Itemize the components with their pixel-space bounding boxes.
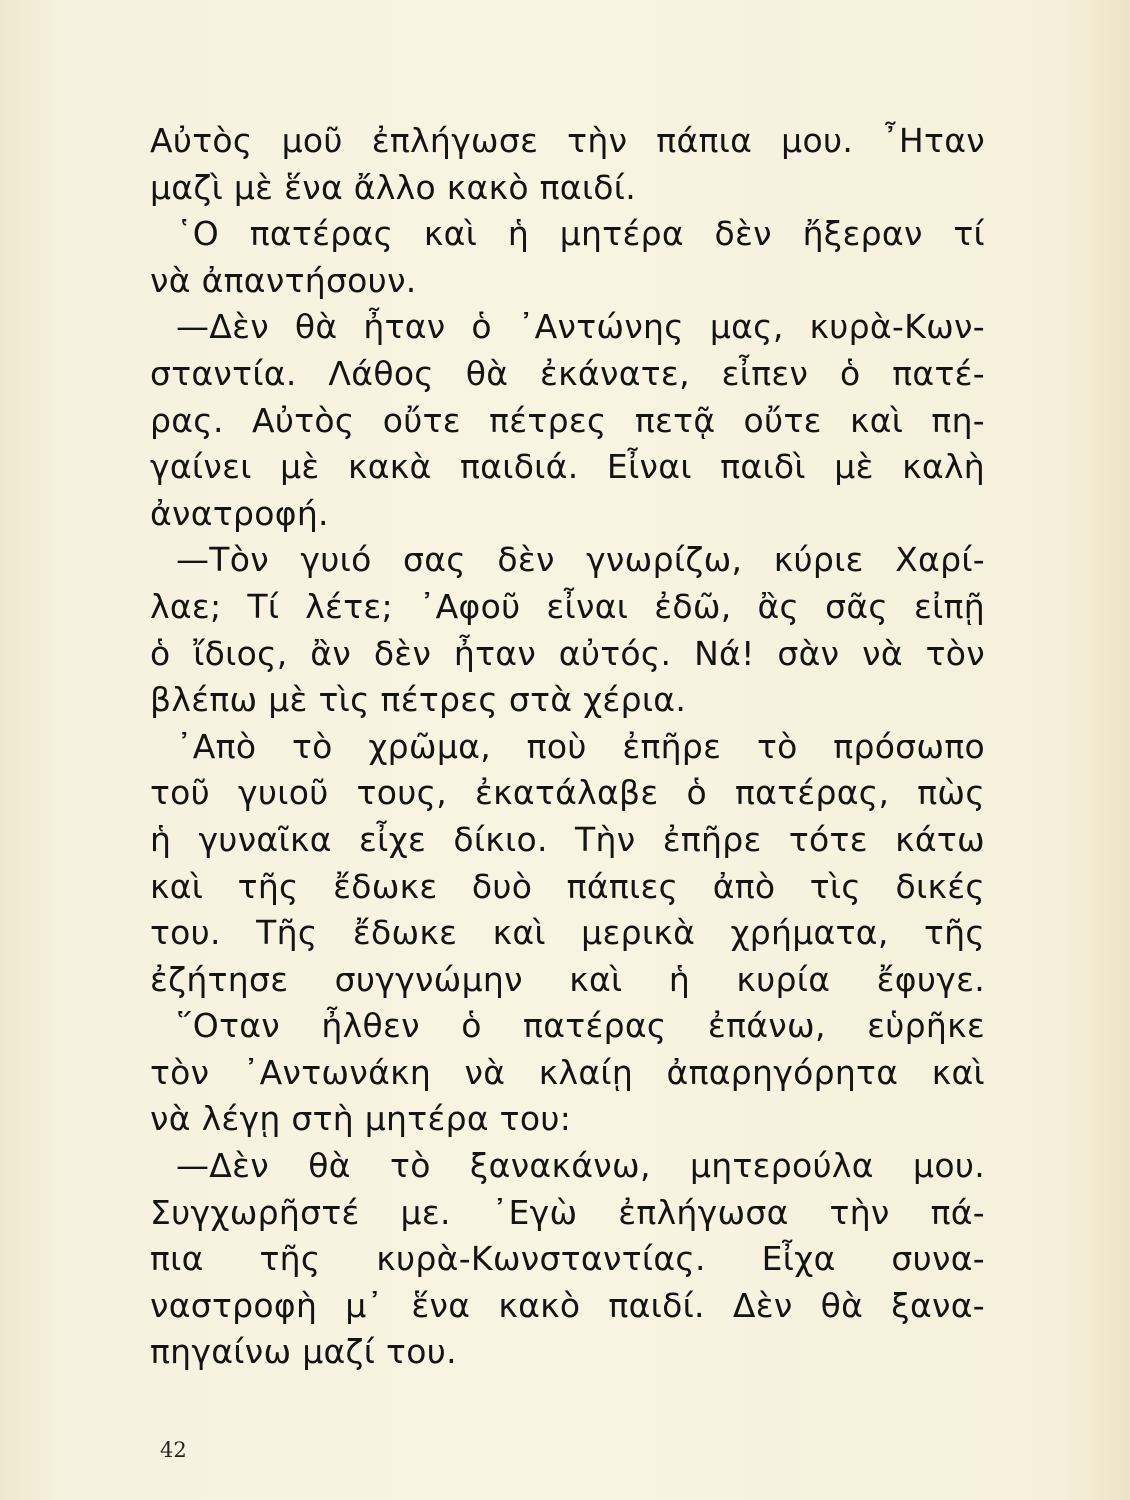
text-line: μαζὶ μὲ ἕνα ἄλλο κακὸ παιδί.	[150, 167, 637, 207]
text-line: ἡ γυναῖκα εἶχε δίκιο. Τὴν ἐπῆρε τότε κάτω	[150, 819, 985, 859]
text-line: νὰ ἀπαντήσουν.	[150, 260, 417, 300]
text-line: τὸν ᾿Αντωνάκη νὰ κλαίῃ ἀπαρηγόρητα καὶ	[150, 1052, 985, 1092]
text-line: ναστροφὴ μ᾿ ἕνα κακὸ παιδί. Δὲν θὰ ξανα-	[150, 1285, 985, 1325]
page-number: 42	[160, 1438, 187, 1462]
text-line: ᾿Απὸ τὸ χρῶμα, ποὺ ἐπῆρε τὸ πρόσωπο	[176, 726, 985, 766]
text-line: γαίνει μὲ κακὰ παιδιά. Εἶναι παιδὶ μὲ καλὴ	[150, 447, 985, 487]
text-line: —Δὲν θὰ ἦταν ὁ ᾿Αντώνης μας, κυρὰ-Κων-	[176, 307, 985, 347]
text-line: ἐζήτησε συγγνώμην καὶ ἡ κυρία ἔφυγε.	[150, 959, 985, 999]
text-line: ὁ ἴδιος, ἂν δὲν ἦταν αὐτός. Νά! σὰν νὰ τὸν	[150, 633, 985, 673]
text-line: καὶ τῆς ἔδωκε δυὸ πάπιες ἀπὸ τὶς δικές	[150, 866, 985, 906]
text-line: ῞Οταν ἦλθεν ὁ πατέρας ἐπάνω, εὑρῆκε	[176, 1006, 985, 1046]
body-text	[150, 118, 985, 1376]
text-line: —Τὸν γυιό σας δὲν γνωρίζω, κύριε Χαρί-	[176, 540, 985, 580]
text-line: Αὐτὸς μοῦ ἐπλήγωσε τὴν πάπια μου. ῏Ηταν	[150, 121, 985, 160]
text-line: ἀνατροφή.	[150, 493, 329, 533]
text-line: Συγχωρῆστέ με. ᾿Εγὼ ἐπλήγωσα τὴν πά-	[150, 1192, 985, 1232]
text-line: λαε; Τί λέτε; ᾿Αφοῦ εἶναι ἐδῶ, ἂς σᾶς εἰπῇ	[150, 586, 985, 626]
text-line: του. Τῆς ἔδωκε καὶ μερικὰ χρήματα, τῆς	[150, 913, 985, 953]
text-line: βλέπω μὲ τὶς πέτρες στὰ χέρια.	[150, 680, 687, 720]
text-line: ρας. Αὐτὸς οὔτε πέτρες πετᾷ οὔτε καὶ πη-	[150, 400, 985, 440]
text-line: νὰ λέγῃ στὴ μητέρα του:	[150, 1099, 572, 1139]
text-line: ῾Ο πατέρας καὶ ἡ μητέρα δὲν ἤξεραν τί	[176, 214, 985, 254]
text-line: τοῦ γυιοῦ τους, ἐκατάλαβε ὁ πατέρας, πὼς	[150, 773, 985, 813]
text-line: πια τῆς κυρὰ-Κωνσταντίας. Εἶχα συνα-	[150, 1239, 985, 1279]
text-line: πηγαίνω μαζί του.	[150, 1332, 457, 1372]
text-line: σταντία. Λάθος θὰ ἐκάνατε, εἶπεν ὁ πατέ-	[150, 353, 985, 393]
text-line: —Δὲν θὰ τὸ ξανακάνω, μητερούλα μου.	[176, 1146, 985, 1186]
